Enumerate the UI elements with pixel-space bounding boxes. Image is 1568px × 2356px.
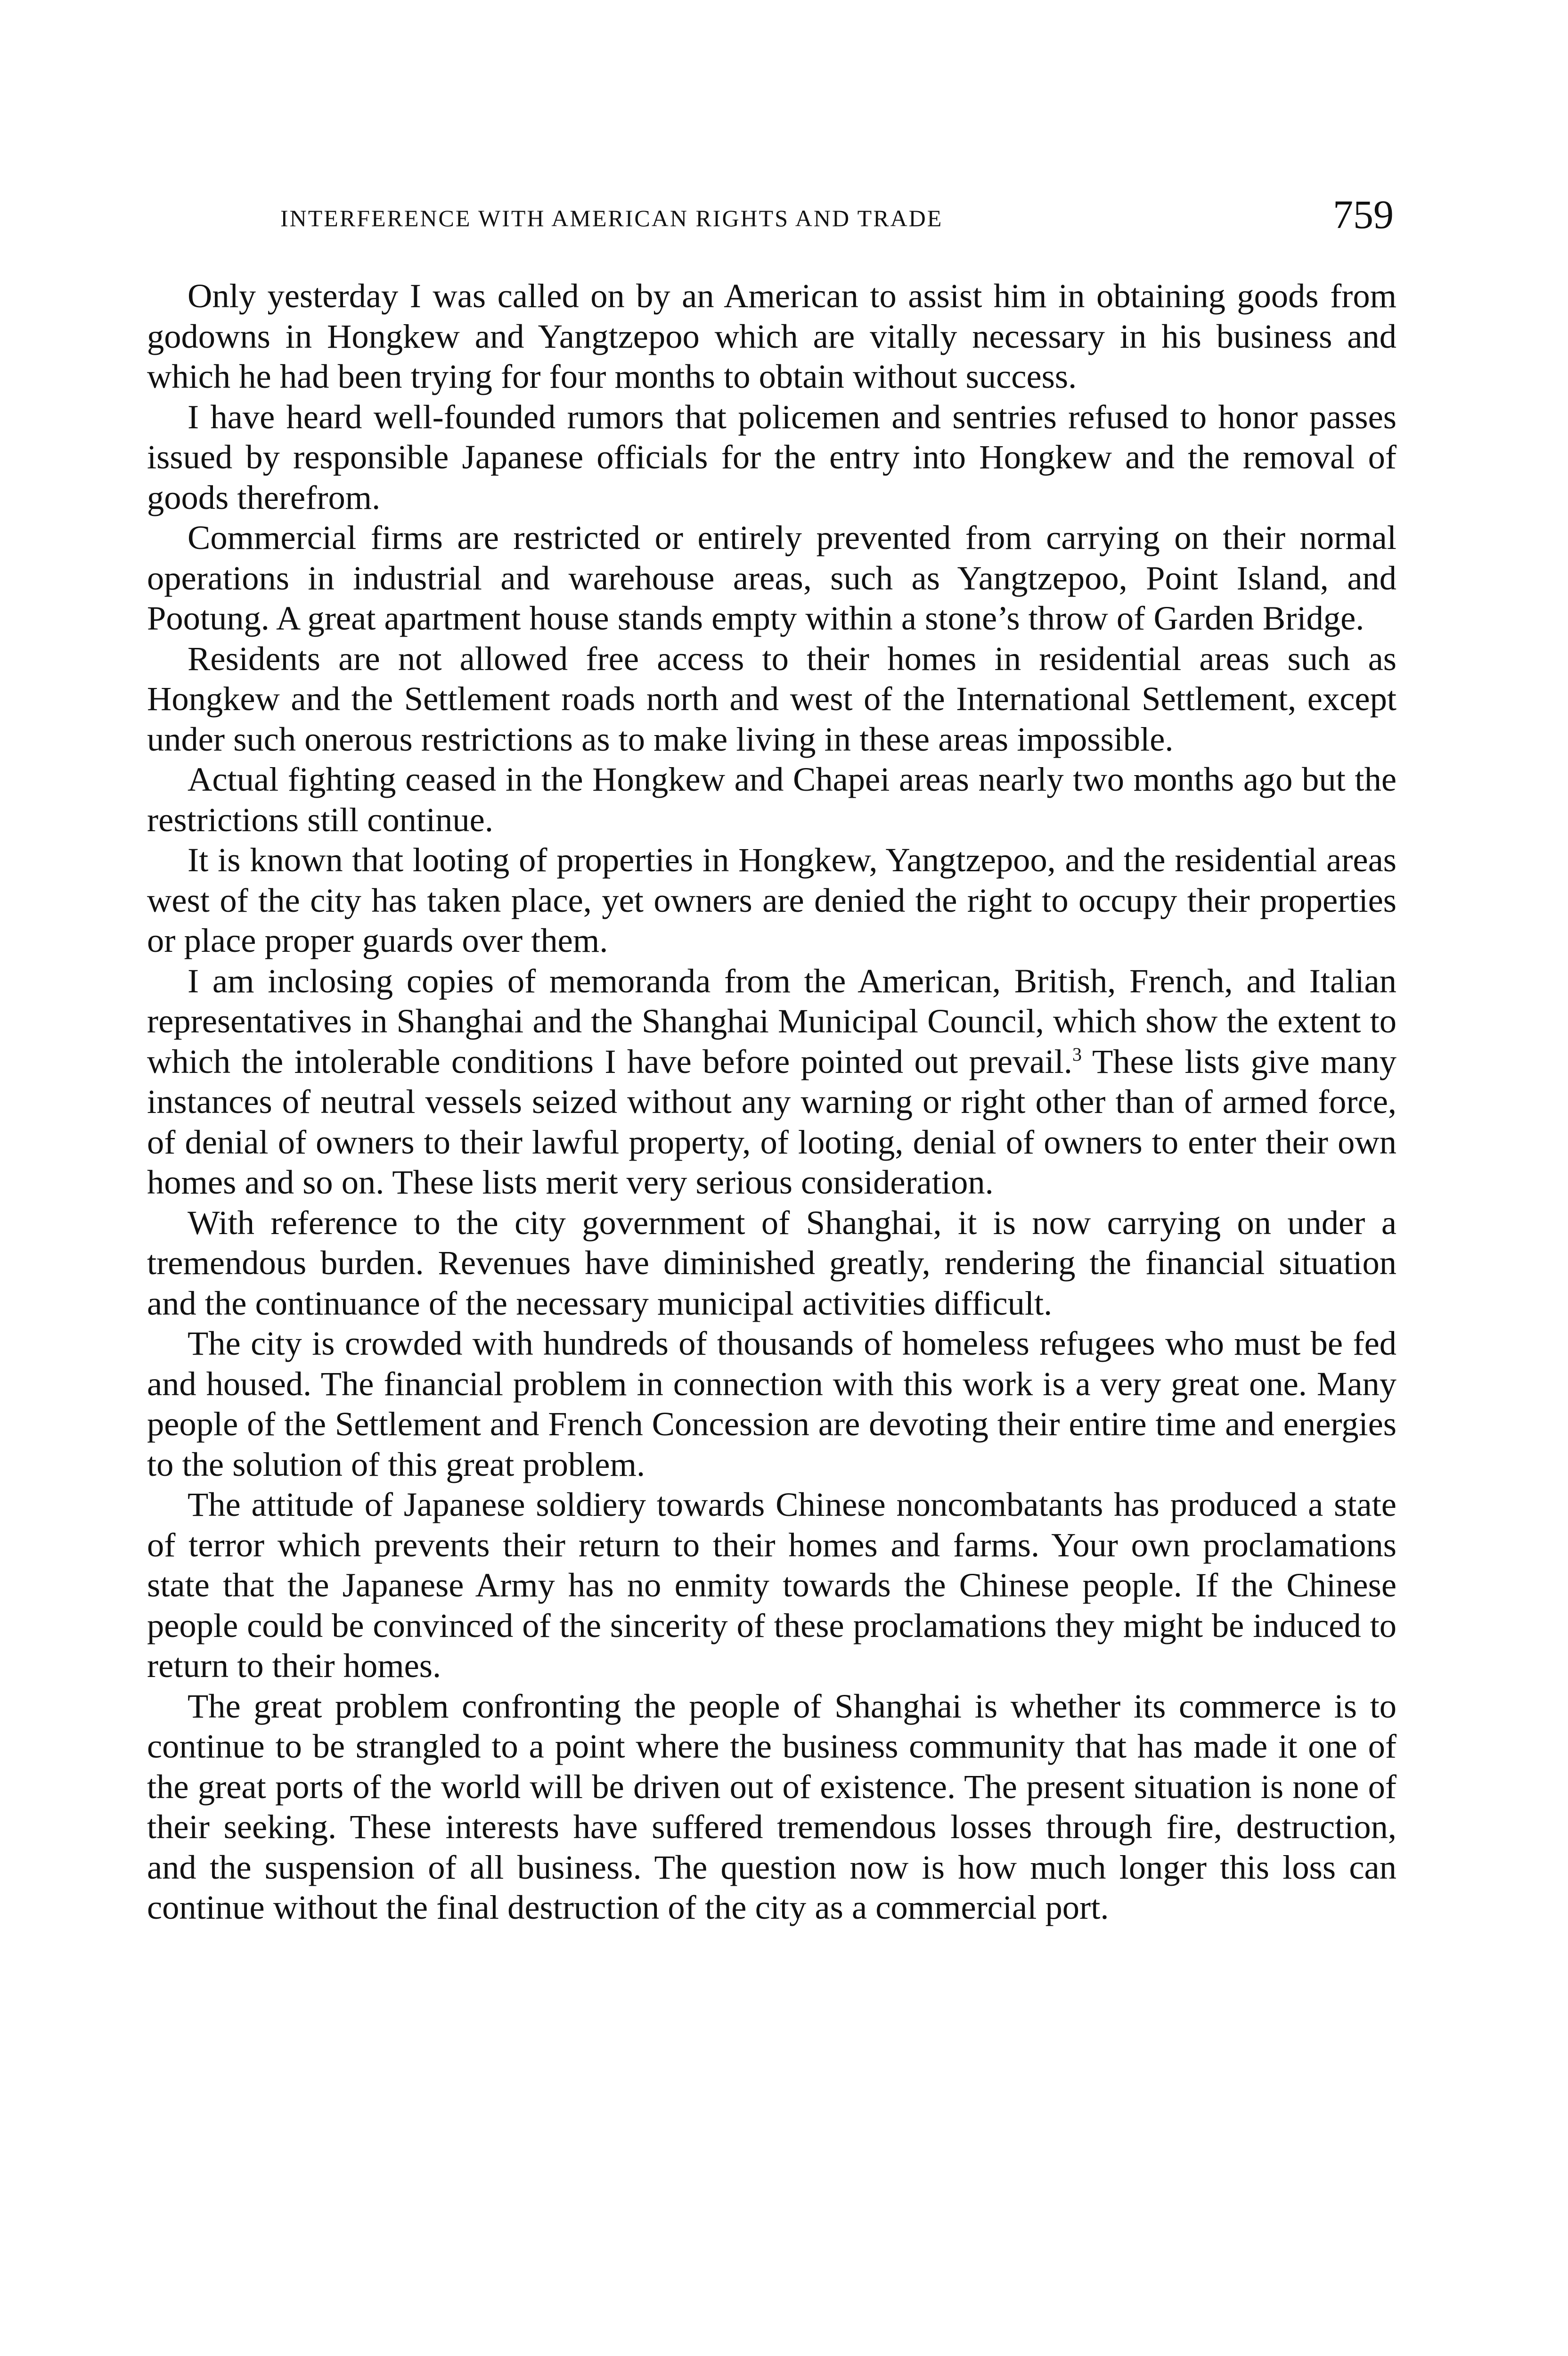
paragraph: The attitude of Japanese soldiery towards Chinese noncombatants has produced a state of terror which prevents their return to their homes and farms. Your own proclamations state that the Japanese Army has no enmity towards the Chinese people. If the Chinese people could be convinced of the sincerity of these proclamations they might be induced to return to their homes.: [147, 1485, 1396, 1685]
paragraph: Commercial firms are restricted or entirely prevented from carrying on their normal operations in industrial and warehouse areas, such as Yangtzepoo, Point Island, and Pootung. A great apartment house stands empty within a stone’s throw of Garden Bridge.: [147, 518, 1396, 637]
paragraph-with-footnote-ref: [147, 961, 1396, 1203]
paragraph: I have heard well-founded rumors that policemen and sentries refused to honor passes issued by responsible Japanese officials for the entry into Hongkew and the removal of goods therefrom.: [147, 397, 1396, 516]
paragraph-text: I am inclosing copies of memoranda from the American, British, French, and Italian representatives in Shanghai and the Shanghai Municipal Council, which show the extent to which the intolerable conditions I have before pointed out prevail.: [147, 961, 1396, 1080]
paragraph: The city is crowded with hundreds of thousands of homeless refugees who must be fed and housed. The financial problem in connection with this work is a very great one. Many people of the Settlement and French Concession are devoting their entire time and energies to the solution of this great problem.: [147, 1324, 1396, 1483]
paragraph: Only yesterday I was called on by an American to assist him in obtaining goods from godowns in Hongkew and Yangtzepoo which are vitally necessary in his business and which he had been trying for four months to obtain without success.: [147, 277, 1396, 395]
paragraph: With reference to the city government of Shanghai, it is now carrying on under a tremendous burden. Revenues have diminished greatly, rendering the financial situation and the continuance of the necessary municipal activities difficult.: [147, 1203, 1396, 1322]
page-number: 759: [1333, 192, 1394, 237]
paragraph: It is known that looting of properties in Hongkew, Yangtzepoo, and the residential areas west of the city has taken place, yet owners are denied the right to occupy their properties or place proper guards over them.: [147, 841, 1396, 959]
paragraph: Residents are not allowed free access to their homes in residential areas such as Hongkew and the Settlement roads north and west of the International Settlement, except under such onerous restrictions as to make living in these areas impossible.: [147, 639, 1396, 758]
body-text: [147, 276, 1396, 1928]
paragraph: The great problem confronting the people of Shanghai is whether its commerce is to continue to be strangled to a point where the business community that has made it one of the great ports of the world will be driven out of existence. The present situation is none of their seeking. These interests have suffered tremendous losses through fire, destruction, and the suspension of all business. The question now is how much longer this loss can continue without the final destruction of the city as a commercial port.: [147, 1686, 1396, 1926]
running-head: INTERFERENCE WITH AMERICAN RIGHTS AND TRADE: [280, 205, 943, 231]
paragraph: Actual fighting ceased in the Hongkew and Chapei areas nearly two months ago but the restrictions still continue.: [147, 760, 1396, 839]
paragraph-text: These lists give many instances of neutral vessels seized without any warning or right other than of armed force, of denial of owners to their lawful property, of looting, denial of owners to enter their own homes and so on. These lists merit very serious consideration.: [147, 1042, 1396, 1201]
footnote-reference: 3: [1072, 1043, 1082, 1065]
